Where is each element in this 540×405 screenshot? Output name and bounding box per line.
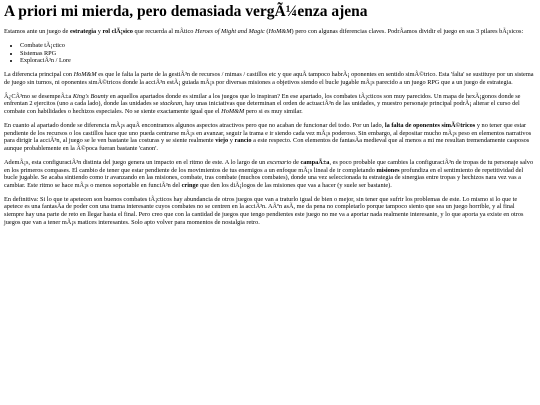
italic-text: Heroes of Might and Magic [195,28,265,35]
text: que recuerda al mÃtico [132,28,196,35]
italic-text: escenario [266,158,292,166]
italic-text: King's Bounty [72,92,109,100]
italic-text: stackean [159,100,182,108]
text: ( [264,28,269,35]
paragraph [4,93,536,116]
italic-text: HoM&M [268,28,292,35]
text: , es poco probable que cambies la configuraciÃ³n de tropas de tu personaje salvo en los primeros compases. El cambio de tener que estar pendiente de los movimientos de tus enemigos a un enfoque mÃ¡s lineal de ir completando [4,158,534,174]
text: a este respecto. Con elementos de fantasÃa medieval que al menos a mi me resultan tremendamente casposos aunque probablemente en la Ã©poca fueran bastante 'canon'. [4,137,530,152]
bold-text: cringe [181,181,199,189]
bold-text: misiones [376,166,400,174]
italic-text: HoM&M [73,71,97,79]
italic-text: HoM&M [221,107,245,115]
bold-text: viejo [215,137,229,145]
text: de [291,158,301,166]
intro-paragraph [4,28,536,36]
text: que den los diÃ¡logos de las misiones que vas a hacer (y suele ser bastante). [198,181,392,189]
conclusion-paragraph: En definitiva: Si lo que te apetecen son buenos combates tÃ¡cticos hay abundancia de otros juegos que van a traturlo igual de bien o mejor, sin tener que sufrir los problemas de este. Lo mismo si lo que te apetece es una fantasÃa de poder con una trama interesante cuyos combates no se centren en la acciÃ³n. AÃºn asÃ, me da pena no completarlo porque tampoco siento que sea un juego horrible, y al final siempre hay una parte de reto en llegar hasta el final. Pero creo que con la cantidad de juegos que tengo pendientes este juego no me va a aportar nada realmente interesante, y lo que aporta ya existe en otros juegos que van a tener mÃ¡s matices interesantes. Solo apto volver para momentos de nostalgia retro. [4,195,524,226]
list-item: • Combate tÃ¡ctico [20,42,536,50]
paragraph [4,122,536,152]
text: y [228,137,235,145]
text: AdemÃ¡s, esta configuraciÃ³n distinta del juego genera un impacto en el ritmo de este. A lo largo de un [4,158,267,166]
text: profundiza en el sentimiento de repetitividad del bucle jugable. Se acaba sintiendo como ir avanzando en las misiones, combate, tras combate (muchos combates), donde una vez seleccionada tu estrategia de sinergias entre tropas y hechizos nara vez vas a cambiar. Este ritmo se hace mÃ¡s o menos soportable en funciÃ³n del [4,166,524,189]
bold-text: la falta de oponentes simÃ©tricos [384,122,476,130]
paragraph [4,159,536,189]
pillars-list [4,42,536,65]
text: La diferencia principal con [4,71,74,79]
text: Estamos ante un juego de [4,28,70,35]
bold-text: campaÃ±a [300,158,330,166]
list-item: • Sistemas RPG [20,50,536,58]
bold-text: rancio [234,137,252,145]
text: y no tener que estar pendiente de los recursos o los castillos hace que uno pueda centrarse mÃ¡s en avanzar, seguir la trama e ir siendo cada vez mÃ¡s poderoso. Sin embargo, al depositar mucho mÃ¡s peso en elementos narrativos para dirigir la acciÃ³n, al juego se le ven bastante las costuras y se siente realmente [4,122,532,145]
text: , hay unas iniciativas que determinan el orden de actuaciÃ³n de las unidades, y muestro personaje principal podrÃ¡ alterar el curso del combate con habilidades o hechizos especiales. No se siente exactamente igual que el [4,100,520,115]
text: En cuanto al apartado donde se diferencia mÃ¡s aquÃ encontramos algunos aspectos atractivos pero que no acaban de funcionar del todo. Por un lado, [4,122,385,130]
text: y [96,28,103,35]
list-item: • ExploraciÃ³n / Lore [20,57,536,65]
paragraph [4,71,536,86]
text: es que le falta la parte de la gestiÃ³n de recursos / mimas / castillos etc y que aquÃ tampoco habrÃ¡ oponentes en sentido simÃ©trico. Esta 'falta' se sustituye por un sistema de juego sin turnos, ni oponentes simÃ©tricos donde la acciÃ³n estÃ¡ guiada mÃ¡s por diversas misiones a objetivos siendo el bucle jugable mÃ¡s parecido a un juego RPG que a un juego de estrategia. [4,71,534,86]
text: en aquellos apartados donde es similar a los juegos que lo inspiran? En ese apartado, los combates tÃ¡cticos son muy parecidos. Un mapa de hexÃ¡gonos donde se enfrentan 2 ejercitos (uno a cada lado), donde las unidades se [4,92,521,108]
bold-text: rol clÃ¡sico [102,28,133,35]
text: Â¿CÃ³mo se desempeÃ±a [4,92,73,100]
text: pero si es muy similar. [244,107,303,115]
page-title: A priori mi mierda, pero demasiada vergÃ¼enza ajena [4,3,368,20]
bold-text: estrategia [69,28,97,35]
text: ) pero con algunas diferencias claves. PodrÃamos dividir el juego en sus 3 pilares bÃ¡sicos: [291,28,524,35]
